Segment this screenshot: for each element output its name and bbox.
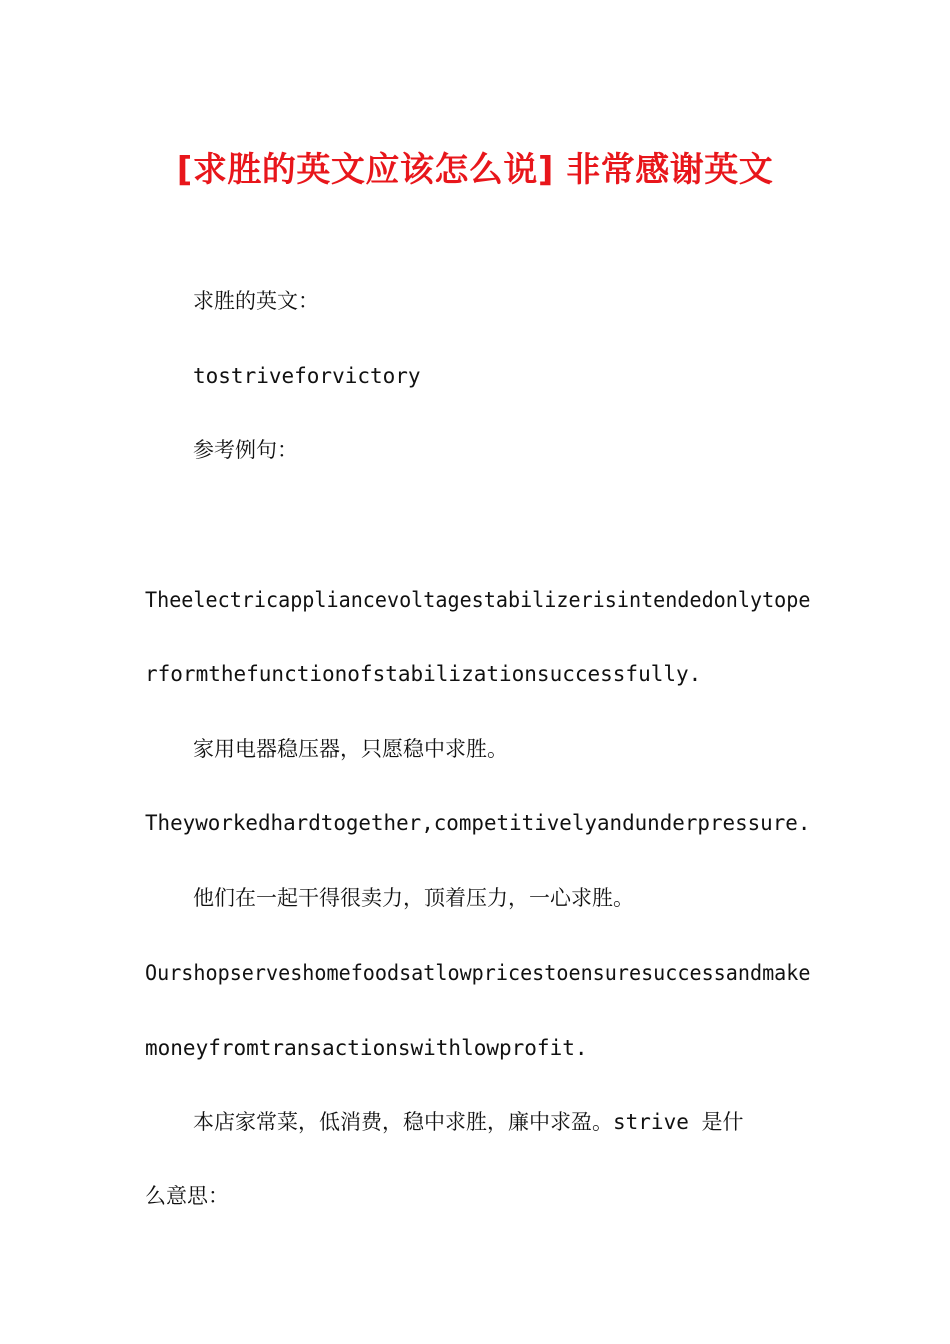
paragraph-heading-english: 求胜的英文：: [193, 289, 319, 313]
example-3-english-line-2: moneyfromtransactionswithlowprofit.: [145, 1036, 588, 1060]
example-3-english-line-1: Ourshopserveshomefoodsatlowpricestoensuresuccessandmake: [145, 961, 811, 985]
example-1-english-line-1: Theelectricappliancevoltagestabilizerisintendedonlytope: [145, 588, 811, 612]
example-1-english-line-2: rformthefunctionofstabilizationsuccessfully.: [145, 662, 702, 686]
example-1-chinese: 家用电器稳压器，只愿稳中求胜。: [193, 737, 508, 761]
example-2-chinese: 他们在一起干得很卖力，顶着压力，一心求胜。: [193, 886, 634, 910]
example-3-chinese-line-1: 本店家常菜，低消费，稳中求胜，廉中求盈。strive 是什: [193, 1110, 744, 1134]
example-3-chinese-line-2: 么意思：: [145, 1184, 229, 1208]
document-title: [求胜的英文应该怎么说] 非常感谢英文: [176, 150, 774, 190]
paragraph-translation: tostriveforvictory: [193, 364, 421, 388]
example-2-english: Theyworkedhardtogether,competitivelyandunderpressure.: [145, 811, 811, 835]
paragraph-examples-heading: 参考例句：: [193, 438, 298, 462]
